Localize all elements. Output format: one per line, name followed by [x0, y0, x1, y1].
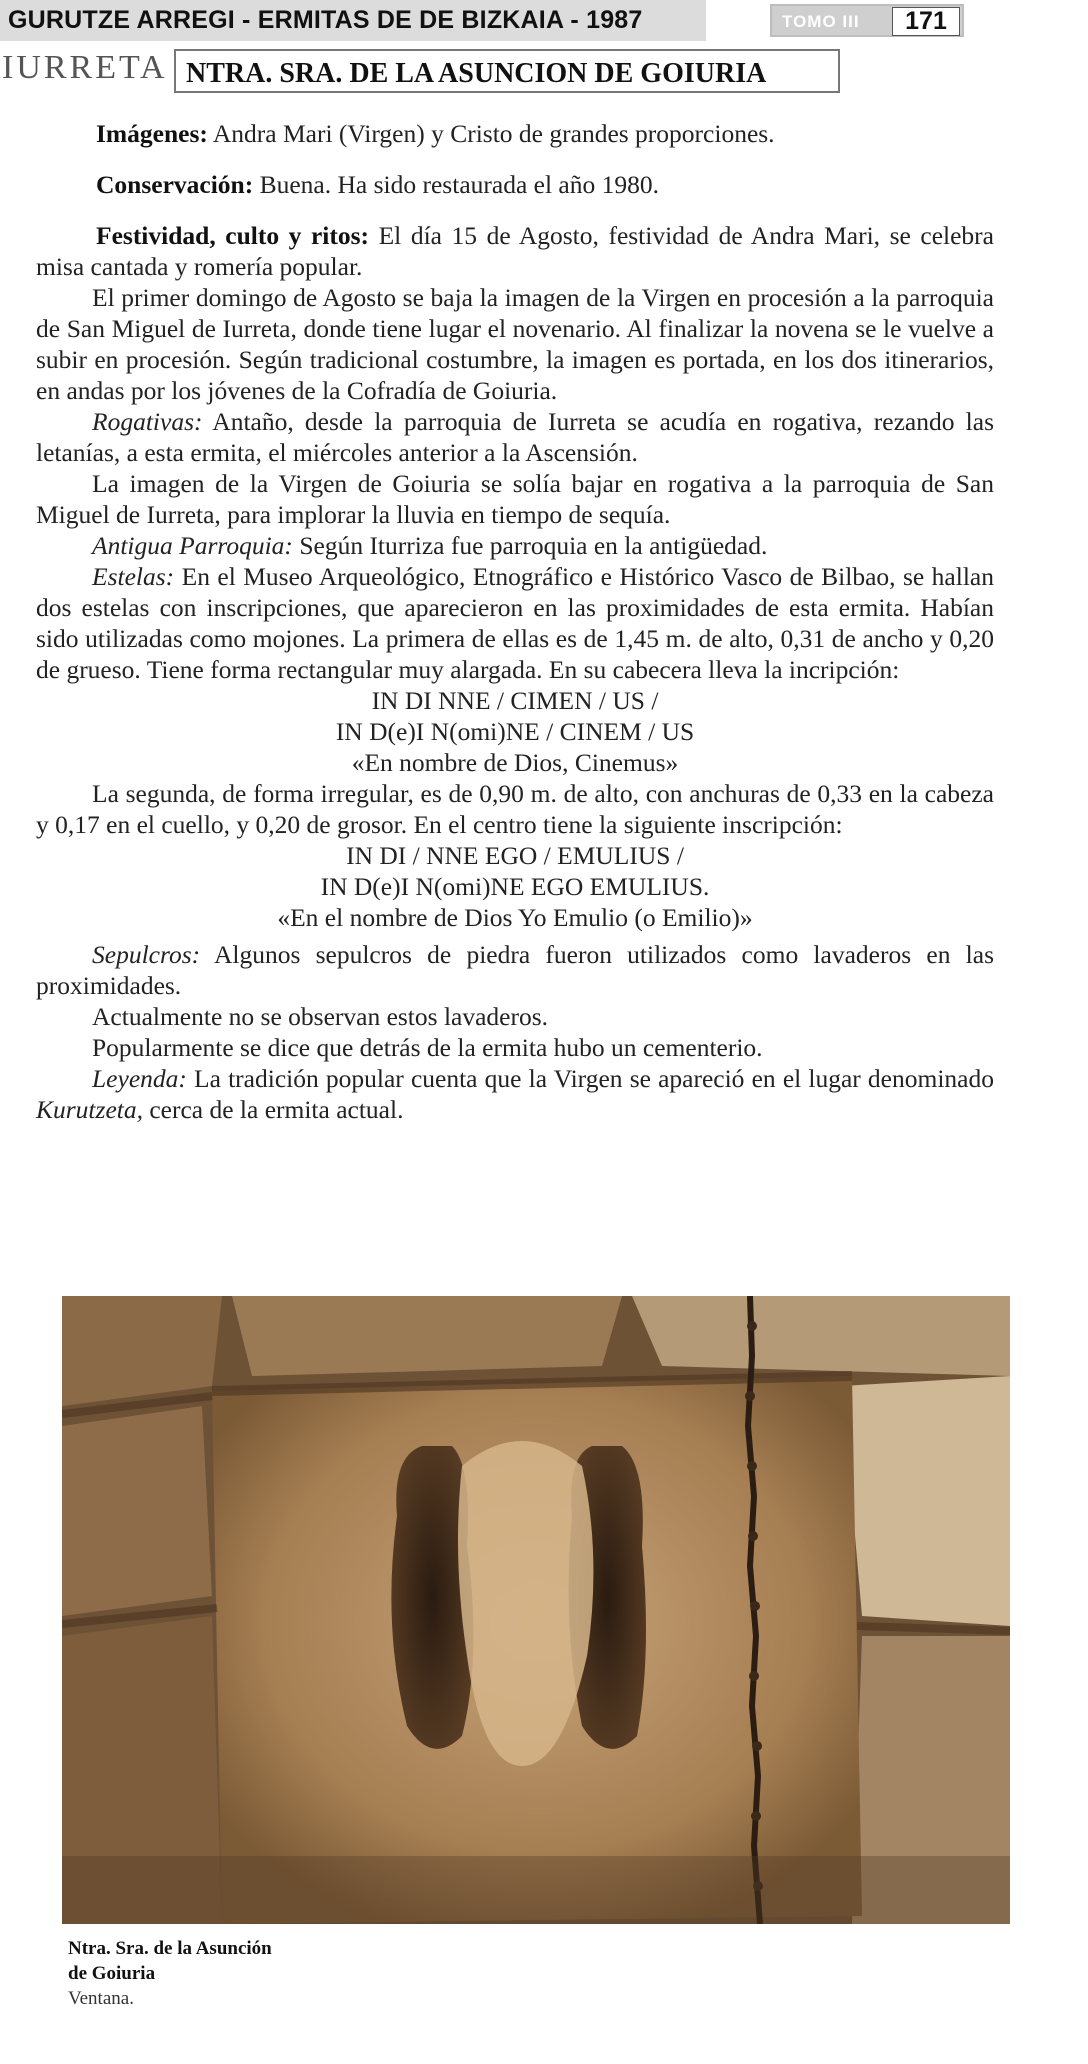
- label-sepulcros: Sepulcros:: [92, 940, 201, 969]
- label-leyenda: Leyenda:: [92, 1064, 187, 1093]
- volume-label: TOMO III: [782, 12, 860, 31]
- paragraph-leyenda: [36, 1063, 994, 1125]
- article-body: [36, 118, 994, 1125]
- volume-box: [770, 4, 964, 37]
- page-number: 171: [892, 7, 960, 36]
- window-photo-illustration: [62, 1296, 1010, 1924]
- place-kurutzeta: Kurutzeta,: [36, 1095, 143, 1124]
- hermitage-title-box: [174, 49, 840, 93]
- paragraph-sepulcros-2: Actualmente no se observan estos lavaderos.: [92, 1002, 549, 1031]
- text-conservacion: Buena. Ha sido restaurada el año 1980.: [253, 170, 659, 199]
- label-imagenes: Imágenes:: [96, 119, 208, 148]
- town-name: IURRETA: [2, 49, 168, 86]
- text-leyenda-2: cerca de la ermita actual.: [142, 1095, 404, 1124]
- paragraph-conservacion: [36, 169, 994, 200]
- inscription-1-line-1: IN DI NNE / CIMEN / US /: [371, 686, 659, 715]
- text-imagenes: Andra Mari (Virgen) y Cristo de grandes proporciones.: [207, 119, 775, 148]
- paragraph-imagenes: [36, 118, 994, 149]
- book-title: GURUTZE ARREGI - ERMITAS DE DE BIZKAIA - 1987: [8, 6, 643, 34]
- window-photo: [62, 1296, 1010, 1924]
- text-antigua: Según Iturriza fue parroquia en la antigüedad.: [292, 531, 768, 560]
- text-leyenda-1: La tradición popular cuenta que la Virgen se apareció en el lugar denominado: [186, 1064, 994, 1093]
- paragraph-estelas-2: La segunda, de forma irregular, es de 0,90 m. de alto, con anchuras de 0,33 en la cabeza y 0,17 en el cuello, y 0,20 de grosor. En el centro tiene la siguiente inscripción:: [36, 779, 994, 839]
- caption-subtitle: Ventana.: [68, 1988, 134, 2009]
- paragraph-rogativas-2: La imagen de la Virgen de Goiuria se solía bajar en rogativa a la parroquia de San Miguel de Iurreta, para implorar la lluvia en tiempo de sequía.: [36, 469, 994, 529]
- inscription-2-translation: «En el nombre de Dios Yo Emulio (o Emilio)»: [277, 903, 753, 932]
- text-sepulcros: Algunos sepulcros de piedra fueron utilizados como lavaderos en las proximidades.: [36, 940, 994, 1000]
- paragraph-festividad-2: El primer domingo de Agosto se baja la imagen de la Virgen en procesión a la parroquia de San Miguel de Iurreta, donde tiene lugar el novenario. Al finalizar la novena se le vuelve a subir en procesión. Según tradicional costumbre, la imagen es portada, en los dos itinerarios, en andas por los jóvenes de la Cofradía de Goiuria.: [36, 283, 994, 405]
- header-band: [0, 0, 706, 41]
- label-conservacion: Conservación:: [96, 170, 254, 199]
- inscription-2-line-1: IN DI / NNE EGO / EMULIUS /: [346, 841, 684, 870]
- paragraph-sepulcros-3: Popularmente se dice que detrás de la ermita hubo un cementerio.: [92, 1033, 763, 1062]
- text-estelas: En el Museo Arqueológico, Etnográfico e Histórico Vasco de Bilbao, se hallan dos estelas con inscripciones, que aparecieron en las proximidades de esta ermita. Habían sido utilizadas como mojones. La primera de ellas es de 1,45 m. de alto, 0,31 de ancho y 0,20 de grueso. Tiene forma rectangular muy alargada. En su cabecera lleva la incripción:: [36, 562, 994, 684]
- photo-caption: [68, 1936, 368, 2011]
- caption-title-line-1: Ntra. Sra. de la Asunción: [68, 1938, 272, 1959]
- paragraph-rogativas: [36, 406, 994, 468]
- hermitage-title: NTRA. SRA. DE LA ASUNCION DE GOIURIA: [186, 58, 767, 89]
- label-estelas: Estelas:: [92, 562, 175, 591]
- text-festividad: El día 15 de Agosto, festividad de Andra Mari, se celebra misa cantada y romería popular.: [36, 221, 994, 281]
- label-rogativas: Rogativas:: [92, 407, 203, 436]
- paragraph-sepulcros: [36, 939, 994, 1001]
- caption-title-line-2: de Goiuria: [68, 1963, 156, 1984]
- paragraph-festividad: [36, 220, 994, 282]
- paragraph-antigua: [36, 530, 994, 561]
- inscription-1-line-2: IN D(e)I N(omi)NE / CINEM / US: [335, 717, 695, 746]
- label-festividad: Festividad, culto y ritos:: [96, 221, 370, 250]
- inscription-2-line-2: IN D(e)I N(omi)NE EGO EMULIUS.: [320, 872, 710, 901]
- inscription-1-translation: «En nombre de Dios, Cinemus»: [351, 748, 679, 777]
- label-antigua: Antigua Parroquia:: [92, 531, 293, 560]
- text-rogativas: Antaño, desde la parroquia de Iurreta se acudía en rogativa, rezando las letanías, a esta ermita, el miércoles anterior a la Ascensión.: [36, 407, 994, 467]
- paragraph-estelas: [36, 561, 994, 685]
